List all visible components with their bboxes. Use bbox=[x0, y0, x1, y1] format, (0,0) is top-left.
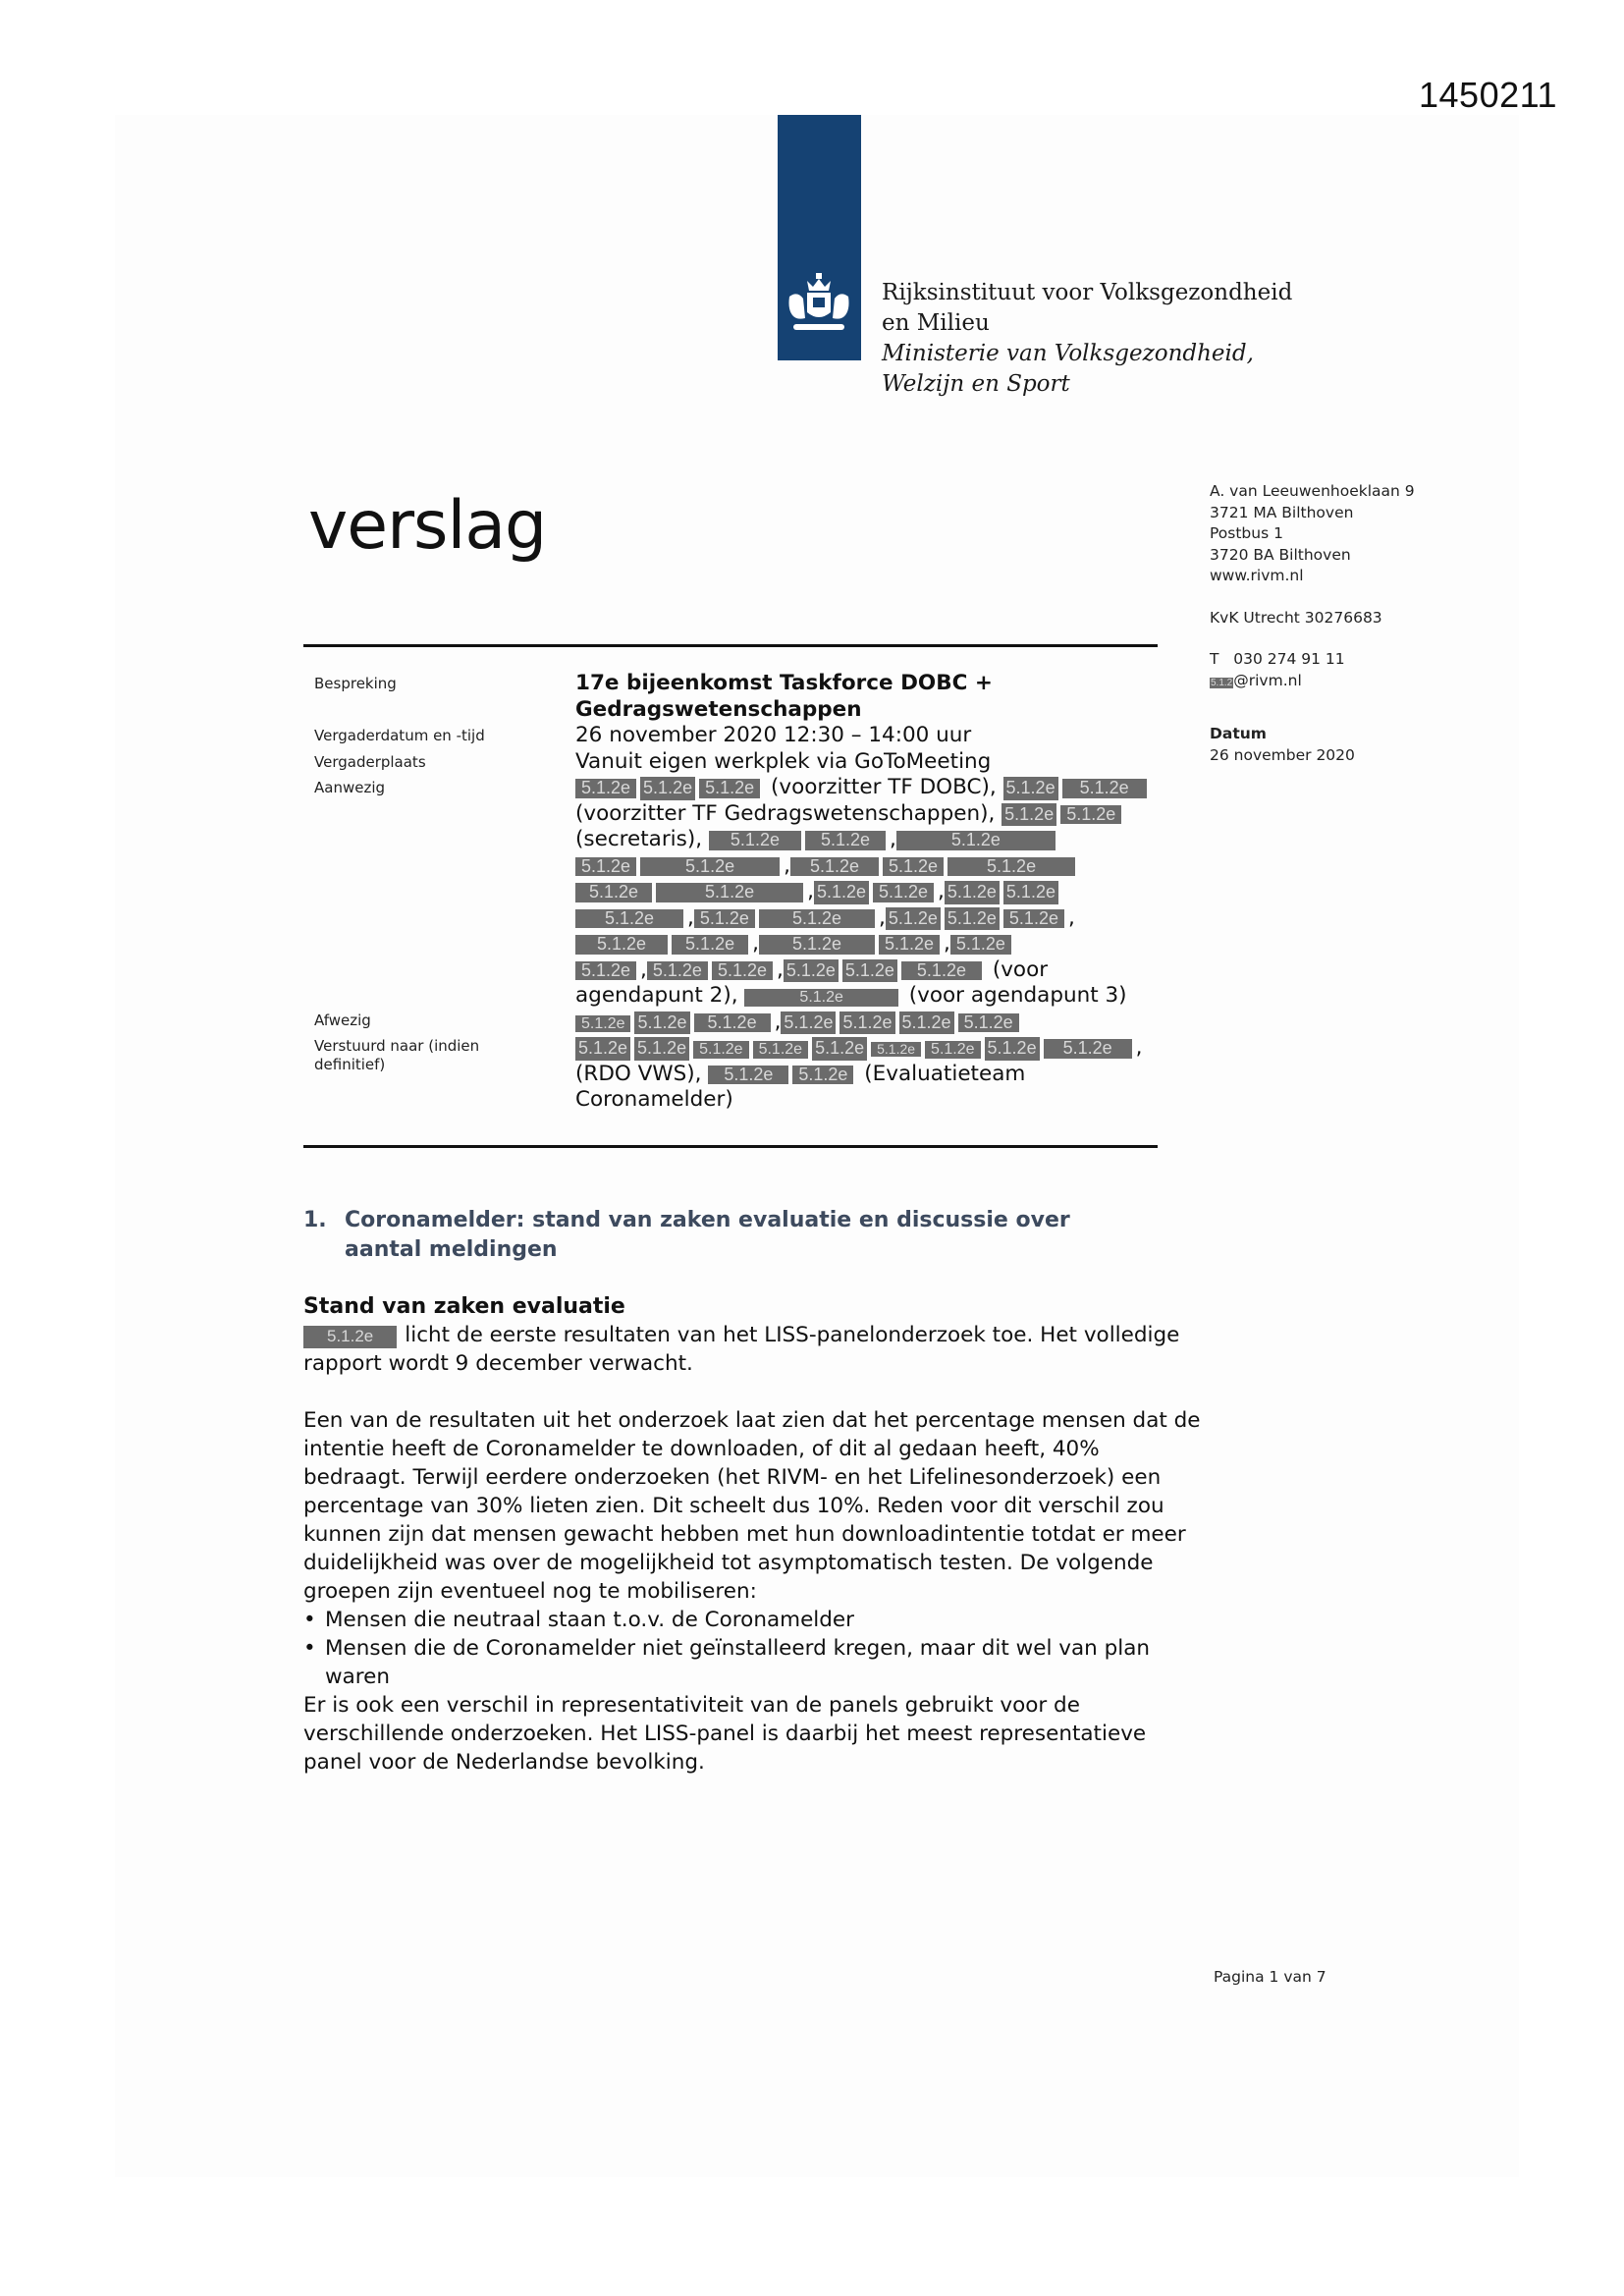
redaction-block: 5.1.2e bbox=[1003, 909, 1064, 929]
meta-row-afwezig bbox=[314, 1010, 1159, 1036]
redaction-block: 5.1.2e bbox=[958, 1013, 1019, 1033]
attendees-list: 5.1.2e 5.1.2e 5.1.2e (voorzitter TF DOBC), 5.1.2e 5.1.2e (voorzitter TF Gedragswetenschappen), 5.1.2e 5.1.2e (secretaris), 5.1.2e 5.1.2e , 5.1.2e 5.1.2e 5.1.2e , 5.1.2e 5.1.2e 5.1.2e 5.1.2e 5.1.2e , 5.1.2e 5.1.2e , 5.1.2e 5.1.2e 5.1.2e , 5.1.2e 5.1.2e , 5.1.2e 5.1.2e 5.1.2e , 5.1.2e 5.1.2e , 5.1.2e 5.1.2e , 5.1.2e 5.1.2e , 5.1.2e 5.1.2e , 5.1.2e 5.1.2e 5.1.2e (voor agendapunt 2), 5.1.2e (voor agendapunt 3) bbox=[575, 775, 1159, 1010]
redaction-block: 5.1.2e bbox=[899, 1011, 954, 1035]
date-value: 26 november 2020 bbox=[1210, 745, 1355, 764]
redaction-block: 5.1.2e bbox=[790, 857, 879, 877]
org-name-line2: en Milieu bbox=[882, 310, 990, 336]
meta-row-aanwezig bbox=[314, 775, 1159, 1010]
meta-label-aanwezig: Aanwezig bbox=[314, 779, 386, 796]
redaction-block: 5.1.2e bbox=[925, 1041, 980, 1059]
redaction-block: 5.1.2e bbox=[1044, 1039, 1132, 1059]
redaction-block: 5.1.2e bbox=[947, 857, 1075, 877]
distribution-list: 5.1.2e 5.1.2e 5.1.2e 5.1.2e 5.1.2e 5.1.2e 5.1.2e 5.1.2e 5.1.2e , (RDO VWS), 5.1.2e 5.1.2e (Evaluatieteam Coronamelder) bbox=[575, 1035, 1143, 1112]
redaction-block: 5.1.2e bbox=[694, 1013, 771, 1033]
redaction-block: 5.1.2e bbox=[985, 1037, 1040, 1061]
page-number: Pagina 1 van 7 bbox=[1214, 1968, 1326, 1986]
redaction-block: 5.1.2e bbox=[303, 1326, 397, 1348]
redaction-block: 5.1.2e bbox=[575, 1015, 630, 1033]
redaction-block: 5.1.2e bbox=[575, 909, 683, 929]
meta-label-verstuurd: Verstuurd naar (indien definitief) bbox=[314, 1037, 480, 1073]
list-item: • Mensen die de Coronamelder niet geïnstalleerd kregen, maar dit wel van plan waren bbox=[303, 1636, 1151, 1689]
redaction-block: 5.1.2e bbox=[672, 935, 748, 955]
org-name-line1: Rijksinstituut voor Volksgezondheid bbox=[882, 280, 1293, 305]
meeting-title: 17e bijeenkomst Taskforce DOBC + Gedragswetenschappen bbox=[575, 671, 993, 722]
document-type-heading: verslag bbox=[308, 487, 547, 565]
redaction-block: 5.1.2e bbox=[640, 857, 780, 877]
section-title-line1: Coronamelder: stand van zaken evaluatie en discussie over bbox=[345, 1208, 1070, 1232]
redaction-block: 5.1.2e bbox=[873, 883, 934, 902]
redaction-block: 5.1.2e bbox=[896, 831, 1056, 850]
sender-address-column bbox=[1210, 481, 1415, 766]
meta-label-afwezig: Afwezig bbox=[314, 1011, 371, 1029]
kvk-number: KvK Utrecht 30276683 bbox=[1210, 608, 1382, 627]
dutch-coat-of-arms-icon bbox=[784, 273, 854, 338]
redaction-block: 5.1.2e bbox=[634, 1011, 689, 1035]
redaction-block: 5.1.2e bbox=[871, 1042, 921, 1057]
redaction-block: 5.1.2e bbox=[693, 1041, 748, 1059]
redaction-block: 5.1.2e bbox=[1062, 779, 1147, 798]
redaction-block: 5.1.2e bbox=[744, 989, 897, 1007]
section-title-line2: aantal meldingen bbox=[345, 1237, 558, 1262]
section-1-body bbox=[303, 1293, 1207, 1777]
redaction-block: 5.1.2e bbox=[709, 831, 801, 850]
redaction-block: 5.1.2e bbox=[647, 961, 708, 981]
redaction-block: 5.1.2e bbox=[781, 1011, 836, 1035]
ministry-line2: Welzijn en Sport bbox=[882, 371, 1070, 397]
postbus-city: 3720 BA Bilthoven bbox=[1210, 545, 1351, 564]
redaction-block: 5.1.2e bbox=[753, 1041, 808, 1059]
redaction-block: 5.1.2e bbox=[812, 1037, 867, 1061]
paragraph-3: Er is ook een verschil in representativiteit van de panels gebruikt voor de verschillende onderzoeken. Het LISS-panel is daarbij het meest representatieve panel voor de Nederlandse bevolking. bbox=[303, 1693, 1147, 1775]
redaction-block: 5.1.2e bbox=[886, 907, 941, 931]
redaction-block: 5.1.2e bbox=[708, 1066, 788, 1085]
redaction-block: 5.1.2e bbox=[694, 909, 755, 929]
redaction-block: 5.1.2e bbox=[575, 883, 652, 902]
redaction-block: 5.1.2e bbox=[792, 1066, 853, 1085]
redaction-block: 5.1.2e bbox=[842, 959, 897, 983]
meta-label-bespreking: Bespreking bbox=[314, 675, 397, 692]
redaction-block: 5.1.2e bbox=[712, 961, 773, 981]
ministry-line1: Ministerie van Volksgezondheid, bbox=[882, 341, 1254, 366]
date-label: Datum bbox=[1210, 725, 1267, 742]
redaction-block: 5.1.2e bbox=[1001, 803, 1056, 827]
redaction-block: 5.1.2e bbox=[1003, 881, 1058, 904]
redaction-block: 5.1.2e bbox=[1060, 805, 1121, 825]
address-street: A. van Leeuwenhoeklaan 9 bbox=[1210, 482, 1415, 500]
redaction-block: 5.1.2e bbox=[901, 961, 982, 981]
redaction-block: 5.1.2e bbox=[1003, 777, 1058, 800]
redaction-block: 5.1.2e bbox=[839, 1011, 894, 1035]
meta-label-plaats: Vergaderplaats bbox=[314, 752, 426, 771]
meeting-location: Vanuit eigen werkplek via GoToMeeting bbox=[575, 748, 992, 774]
meeting-metadata bbox=[314, 671, 1159, 1114]
redaction-block: 5.1.2e bbox=[575, 1037, 630, 1061]
meeting-datetime: 26 november 2020 12:30 – 14:00 uur bbox=[575, 723, 972, 747]
meta-row-plaats bbox=[314, 749, 1159, 776]
redaction-block: 5.1.2e bbox=[784, 959, 839, 983]
phone-number: T 030 274 91 11 bbox=[1210, 650, 1345, 668]
document-id-stamp: 1450211 bbox=[1419, 75, 1557, 115]
redaction-block: 5.1.2e bbox=[814, 881, 869, 904]
list-item: • Mensen die neutraal staan t.o.v. de Coronamelder bbox=[303, 1608, 854, 1632]
redaction-block: 5.1.2e bbox=[945, 907, 1000, 931]
redaction-block: 5.1.2e bbox=[575, 935, 668, 955]
absentees-list: 5.1.2e 5.1.2e 5.1.2e , 5.1.2e 5.1.2e 5.1.2e 5.1.2e bbox=[575, 1010, 1159, 1036]
redaction-block: 5.1.2e bbox=[950, 935, 1011, 955]
meta-row-verstuurd bbox=[314, 1035, 1159, 1114]
bullet-icon: • bbox=[303, 1608, 316, 1632]
meta-row-datum bbox=[314, 723, 1159, 749]
redaction-block: 5.1.2e bbox=[879, 935, 940, 955]
redaction-block: 5.1.2e bbox=[640, 777, 695, 800]
redaction-block: 5.1.2e bbox=[883, 857, 944, 877]
redaction-block: 5.1.2e bbox=[656, 883, 803, 902]
redaction-block: 5.1.2e bbox=[759, 935, 875, 955]
email-address[interactable]: 5.1.2@rivm.nl bbox=[1211, 671, 1302, 689]
header-divider-top bbox=[303, 644, 1158, 647]
redaction-block: 5.1.2e bbox=[759, 909, 875, 929]
section-number: 1. bbox=[303, 1208, 327, 1232]
header-divider-bottom bbox=[303, 1145, 1158, 1148]
redaction-block: 5.1.2e bbox=[699, 779, 760, 798]
redaction-block: 5.1.2e bbox=[945, 881, 1000, 904]
paragraph-1: 5.1.2e licht de eerste resultaten van het LISS-panelonderzoek toe. Het volledige rapport wordt 9 december verwacht. bbox=[303, 1323, 1180, 1376]
postbus: Postbus 1 bbox=[1210, 524, 1283, 542]
redaction-block: 5.1.2e bbox=[575, 961, 636, 981]
meta-label-datum: Vergaderdatum en -tijd bbox=[314, 727, 485, 744]
redaction-block: 5.1.2e bbox=[634, 1037, 689, 1061]
redaction-block: 5.1.2 bbox=[1211, 677, 1233, 688]
website-link[interactable]: www.rivm.nl bbox=[1210, 567, 1304, 584]
organization-name bbox=[882, 278, 1292, 400]
subsection-heading: Stand van zaken evaluatie bbox=[303, 1294, 625, 1319]
redaction-block: 5.1.2e bbox=[575, 857, 636, 877]
redaction-block: 5.1.2e bbox=[575, 779, 636, 798]
paragraph-2: Een van de resultaten uit het onderzoek laat zien dat het percentage mensen dat de intentie heeft de Coronamelder te downloaden, of dit al gedaan heeft, 40% bedraagt. Terwijl eerdere onderzoeken (het RIVM- en het Lifelinesonderzoek) een percentage van 30% lieten zien. Dit scheelt dus 10%. Reden voor dit verschil zou kunnen zijn dat mensen gewacht hebben met hun downloadintentie totdat er meer duidelijkheid was over de mogelijkheid tot asymptomatisch testen. De volgende groepen zijn eventueel nog te mobiliseren: bbox=[303, 1408, 1201, 1604]
section-1-heading bbox=[303, 1206, 1187, 1265]
bullet-icon: • bbox=[303, 1636, 316, 1661]
address-city: 3721 MA Bilthoven bbox=[1210, 503, 1354, 521]
meta-row-bespreking bbox=[314, 671, 1159, 723]
redaction-block: 5.1.2e bbox=[805, 831, 886, 850]
